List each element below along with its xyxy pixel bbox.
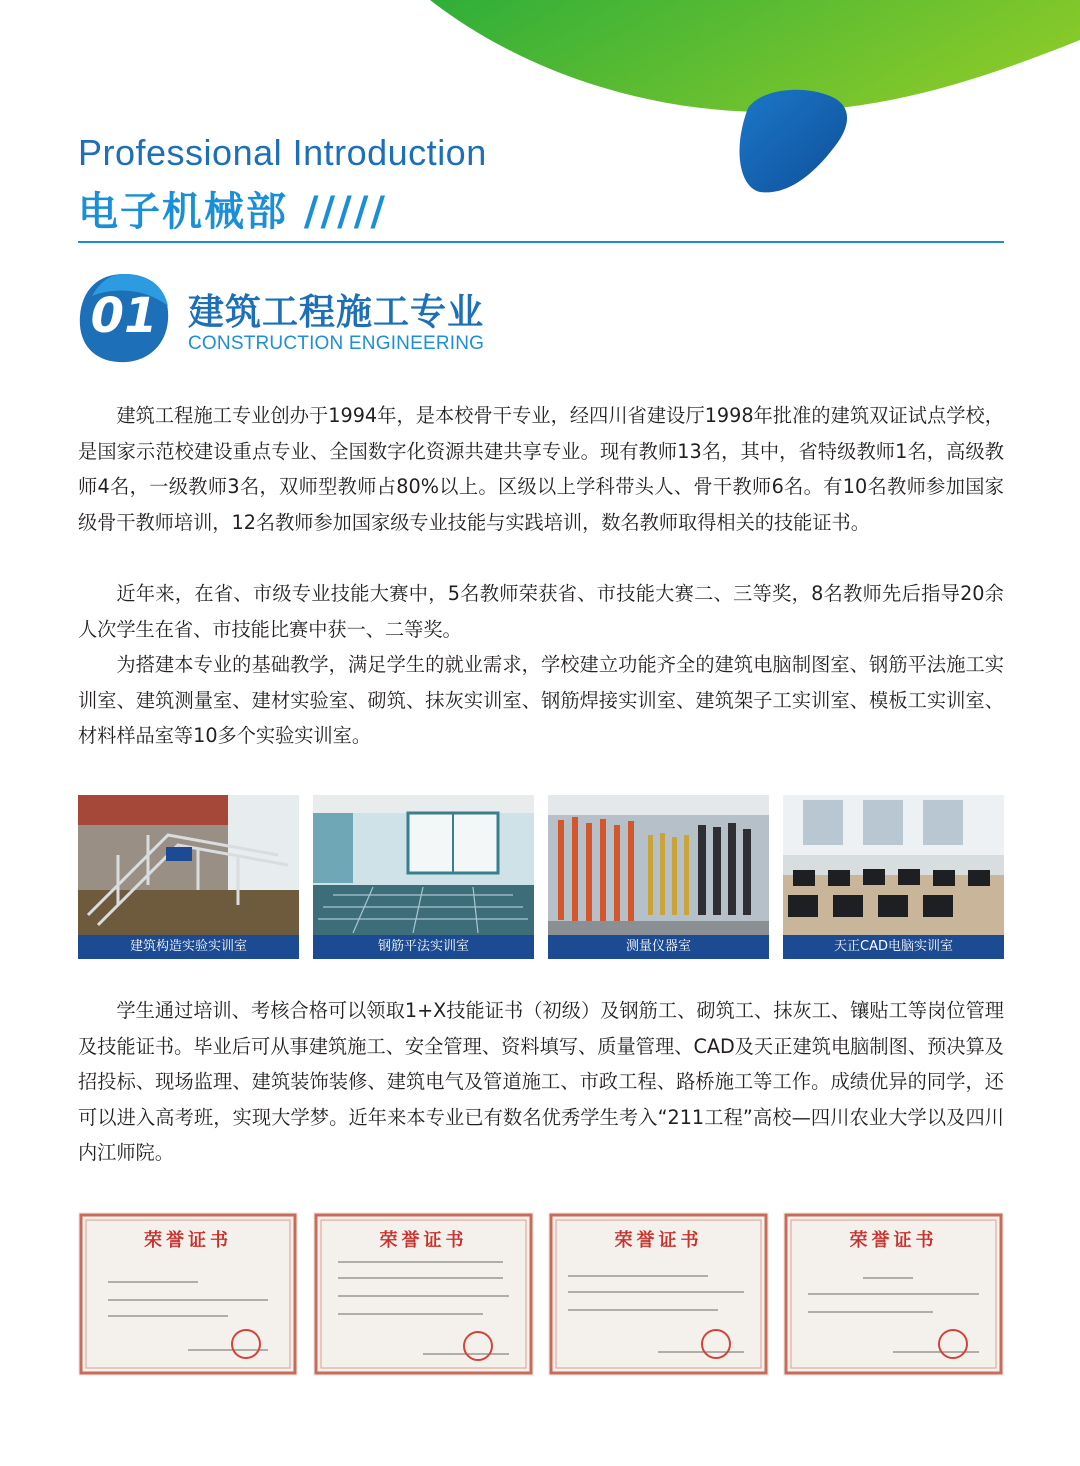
photo-cad-computer-lab	[783, 795, 1004, 959]
certificate-title: 荣誉证书	[379, 1230, 468, 1251]
survey-room-image	[548, 795, 769, 935]
section-number: 01	[90, 288, 158, 344]
certificate-title: 荣誉证书	[144, 1230, 232, 1251]
photo-caption: 天正CAD电脑实训室	[783, 935, 1004, 959]
header-title-cn: 电子机械部 /////	[78, 189, 387, 235]
certificate-4	[783, 1212, 1004, 1376]
cad-lab-image	[783, 795, 1004, 935]
certificate-title: 荣誉证书	[849, 1230, 938, 1251]
photo-construction-lab	[78, 795, 299, 959]
photo-survey-instrument-room	[548, 795, 769, 959]
construction-lab-image	[78, 795, 299, 935]
rebar-lab-image	[313, 795, 534, 935]
certificate-2	[313, 1212, 534, 1376]
header-title-en: Professional Introduction	[78, 132, 487, 173]
paragraph-intro: 建筑工程施工专业创办于1994年，是本校骨干专业，经四川省建设厅1998年批准的建筑双证试点学校，是国家示范校建设重点专业、全国数字化资源共建共享专业。现有教师13名，其中，省特级教师1名，高级教师4名，一级教师3名，双师型教师占80%以上。区级以上学科带头人、骨干教师6名。有10名教师参加国家级骨干教师培训，12名教师参加国家级专业技能与实践培训，数名教师取得相关的技能证书。	[78, 404, 1004, 534]
paragraph-facilities: 为搭建本专业的基础教学，满足学生的就业需求，学校建立功能齐全的建筑电脑制图室、钢筋平法施工实训室、建筑测量室、建材实验室、砌筑、抹灰实训室、钢筋焊接实训室、建筑架子工实训室、模板工实训室、材料样品室等10多个实验实训室。	[78, 653, 1004, 747]
header-divider	[78, 241, 1004, 243]
photo-rebar-lab	[313, 795, 534, 959]
section-title: 建筑工程施工专业	[188, 292, 485, 333]
paragraph-awards: 近年来，在省、市级专业技能大赛中，5名教师荣获省、市技能大赛二、三等奖，8名教师先后指导20余人次学生在省、市技能比赛中获一、二等奖。	[78, 582, 1004, 641]
certificate-title: 荣誉证书	[614, 1230, 703, 1251]
certificate-1	[78, 1212, 298, 1376]
paragraph-career: 学生通过培训、考核合格可以领取1+X技能证书（初级）及钢筋工、砌筑工、抹灰工、镶贴工等岗位管理及技能证书。毕业后可从事建筑施工、安全管理、资料填写、质量管理、CAD及天正建筑电脑制图、预决算及招投标、现场监理、建筑装饰装修、建筑电气及管道施工、市政工程、路桥施工等工作。成绩优异的同学，还可以进入高考班，实现大学梦。近年来本专业已有数名优秀学生考入“211工程”高校—四川农业大学以及四川内江师院。	[78, 999, 1004, 1164]
certificate-3	[548, 1212, 769, 1376]
section-subtitle: CONSTRUCTION ENGINEERING	[188, 333, 485, 354]
photo-caption: 建筑构造实验实训室	[78, 935, 299, 959]
photo-caption: 测量仪器室	[548, 935, 769, 959]
photo-caption: 钢筋平法实训室	[313, 935, 534, 959]
